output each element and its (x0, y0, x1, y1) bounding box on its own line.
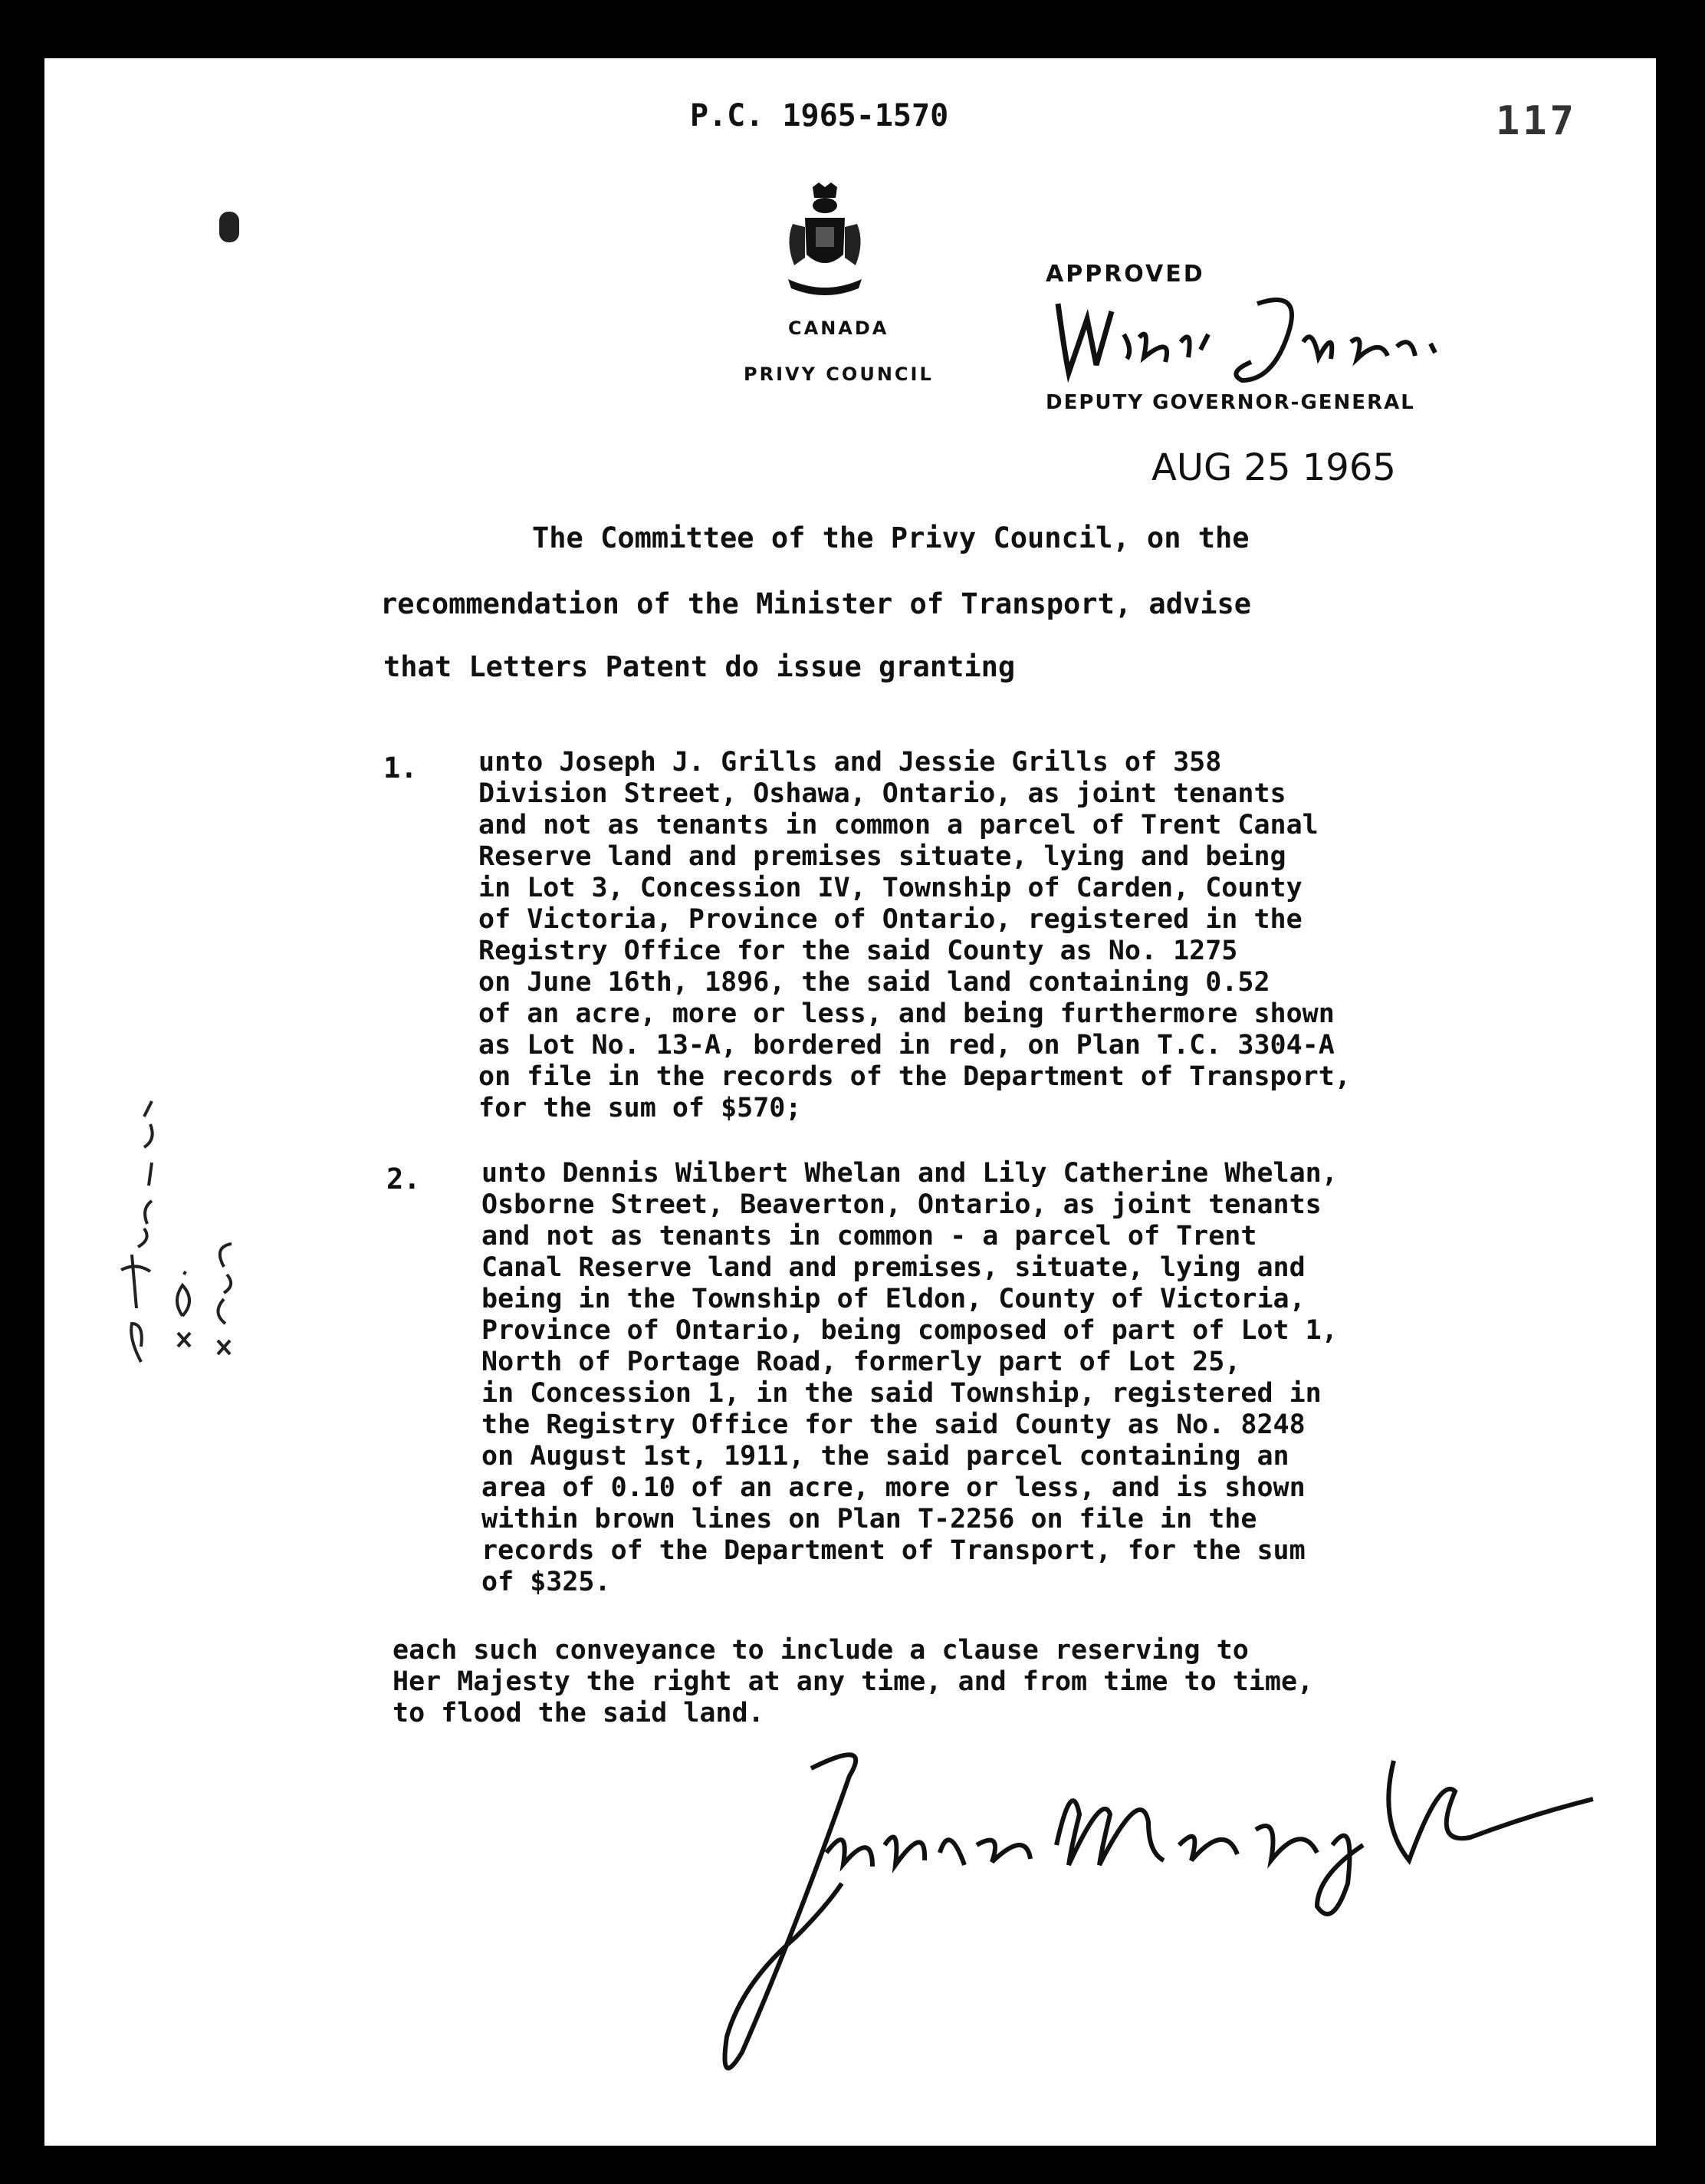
item-2-line: area of 0.10 of an acre, more or less, and is shown (481, 1472, 1306, 1503)
item-2-line: unto Dennis Wilbert Whelan and Lily Catherine Whelan, (481, 1158, 1338, 1189)
closing-line: to flood the said land. (393, 1698, 764, 1728)
coat-of-arms-icon (782, 181, 868, 304)
item-2-line: of $325. (481, 1567, 611, 1597)
intro-line-3: that Letters Patent do issue granting (383, 650, 1016, 683)
deputy-governor-general-label: DEPUTY GOVERNOR-GENERAL (1046, 391, 1415, 414)
item-2-line: Osborne Street, Beaverton, Ontario, as joint tenants (481, 1189, 1322, 1220)
date-stamp: AUG 25 1965 (1151, 446, 1396, 489)
punch-hole (219, 212, 239, 242)
intro-line-1: The Committee of the Privy Council, on the (532, 521, 1250, 554)
item-2-line: in Concession 1, in the said Township, registered in (481, 1378, 1322, 1409)
item-1-line: unto Joseph J. Grills and Jessie Grills of 358 (478, 747, 1222, 778)
item-2-line: within brown lines on Plan T-2256 on file in the (481, 1504, 1257, 1534)
intro-line-2: recommendation of the Minister of Transport, advise (380, 587, 1252, 620)
item-1-line: as Lot No. 13-A, bordered in red, on Plan T.C. 3304-A (478, 1030, 1335, 1061)
item-2-line: on August 1st, 1911, the said parcel containing an (481, 1441, 1289, 1472)
canada-label: CANADA (788, 317, 889, 339)
item-1-line: on file in the records of the Department of Transport, (478, 1061, 1351, 1092)
closing-text (393, 1635, 1313, 1729)
item-1-line: for the sum of $570; (478, 1093, 802, 1123)
item-1-line: in Lot 3, Concession IV, Township of Carden, County (478, 873, 1303, 903)
item-1-text (478, 747, 1351, 1124)
closing-line: Her Majesty the right at any time, and from time to time, (393, 1666, 1314, 1697)
document-page (44, 58, 1656, 2146)
item-1-line: Division Street, Oshawa, Ontario, as joint tenants (478, 778, 1286, 809)
item-2-line: Province of Ontario, being composed of part of Lot 1, (481, 1315, 1338, 1346)
approval-signature (1050, 288, 1449, 388)
item-2-line: being in the Township of Eldon, County of Victoria, (481, 1284, 1306, 1314)
item-1-line: Registry Office for the said County as No. 1275 (478, 936, 1238, 966)
item-1-line: of Victoria, Province of Ontario, registered in the (478, 904, 1303, 935)
closing-line: each such conveyance to include a clause reserving to (393, 1635, 1249, 1666)
margin-note (67, 1094, 251, 1370)
privy-council-label: PRIVY COUNCIL (744, 363, 934, 385)
approved-label: APPROVED (1046, 261, 1205, 288)
item-2-line: North of Portage Road, formerly part of Lot 25, (481, 1347, 1241, 1377)
item-number-2: 2. (386, 1163, 421, 1196)
clerk-signature (642, 1730, 1608, 2083)
item-1-line: Reserve land and premises situate, lying and being (478, 841, 1286, 872)
item-2-line: the Registry Office for the said County as No. 8248 (481, 1409, 1306, 1440)
item-number-1: 1. (383, 752, 418, 784)
page-number: 117 (1496, 98, 1577, 144)
order-number: P.C. 1965-1570 (690, 98, 949, 133)
item-2-line: Canal Reserve land and premises, situate, lying and (481, 1252, 1306, 1283)
item-2-line: records of the Department of Transport, for the sum (481, 1535, 1306, 1566)
item-2-text (481, 1158, 1338, 1598)
item-1-line: and not as tenants in common a parcel of Trent Canal (478, 810, 1319, 840)
item-1-line: of an acre, more or less, and being furthermore shown (478, 998, 1335, 1029)
item-1-line: on June 16th, 1896, the said land containing 0.52 (478, 967, 1270, 998)
item-2-line: and not as tenants in common - a parcel of Trent (481, 1221, 1257, 1252)
